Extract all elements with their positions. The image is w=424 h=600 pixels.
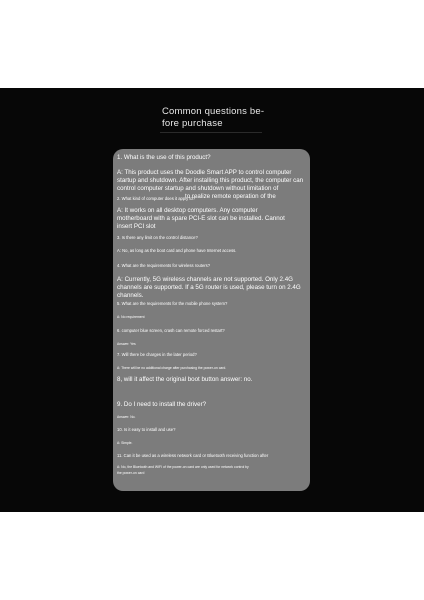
- faq-card: [113, 149, 310, 491]
- faq-answer-4-line-3: channels.: [117, 292, 144, 299]
- faq-answer-2-line-1: A: It works on all desktop computers. Any computer: [117, 207, 258, 214]
- faq-answer-1-line-1: A: This product uses the Doodle Smart APP to control computer: [117, 169, 292, 176]
- faq-question-7: 7. Will there be charges in the later period?: [117, 352, 197, 357]
- faq-question-2: 2. What kind of computer does it apply to?: [117, 196, 196, 201]
- faq-answer-3: A: No, as long as the boot card and phone have Internet access.: [117, 248, 237, 253]
- faq-question-9: 9. Do I need to install the driver?: [117, 401, 207, 408]
- faq-answer-4-line-1: A: Currently, 5G wireless channels are not supported. Only 2.4G: [117, 276, 293, 283]
- faq-answer-10: A: Simple.: [117, 441, 133, 445]
- faq-answer-2-line-3: insert PCI slot: [117, 223, 156, 230]
- faq-answer-9: Answer: No.: [117, 415, 136, 419]
- faq-answer-4-line-2: channels are supported. If a 5G router is used, please turn on 2.4G: [117, 284, 301, 291]
- faq-question-3: 3. Is there any limit on the control distance?: [117, 235, 198, 240]
- faq-answer-11-line-1: A: No, the Bluetooth and WIFI of the power-on card are only used for network control by: [117, 465, 249, 469]
- faq-question-1: 1. What is the use of this product?: [117, 154, 211, 161]
- faq-question-4: 4. What are the requirements for wireless routers?: [117, 263, 211, 268]
- title-divider: [160, 132, 262, 133]
- title-line-1: Common questions be-: [162, 106, 265, 117]
- product-image-frame: [0, 88, 424, 512]
- title-line-2: fore purchase: [162, 118, 223, 129]
- faq-answer-2-line-2: motherboard with a spare PCI-E slot can be installed. Cannot: [117, 215, 285, 222]
- faq-question-11: 11. Can it be used as a wireless network card or Bluetooth receiving function after: [117, 453, 269, 458]
- faq-question-8: 8, will it affect the original boot button answer: no.: [117, 376, 253, 383]
- faq-answer-7: A: There will be no additional charge after purchasing the power-on card.: [117, 366, 227, 370]
- faq-answer-6: Answer: Yes: [117, 342, 136, 346]
- faq-answer-5: A: No requirement: [117, 315, 145, 319]
- faq-question-5: 5. What are the requirements for the mobile phone system?: [117, 301, 228, 306]
- page-title: [162, 106, 272, 130]
- faq-answer-1-line-3: control computer startup and shutdown without limitation of: [117, 185, 279, 192]
- faq-answer-11-line-2: the power-on card: [117, 471, 145, 475]
- faq-question-10: 10. Is it easy to install and use?: [117, 427, 176, 432]
- faq-answer-1-line-2: startup and shutdown. After installing this product, the computer can: [117, 177, 304, 184]
- faq-answer-1-line-4: to realize remote operation of the: [185, 193, 276, 200]
- faq-question-6: 6. computer blue screen, crash can remote forced restart?: [117, 328, 225, 333]
